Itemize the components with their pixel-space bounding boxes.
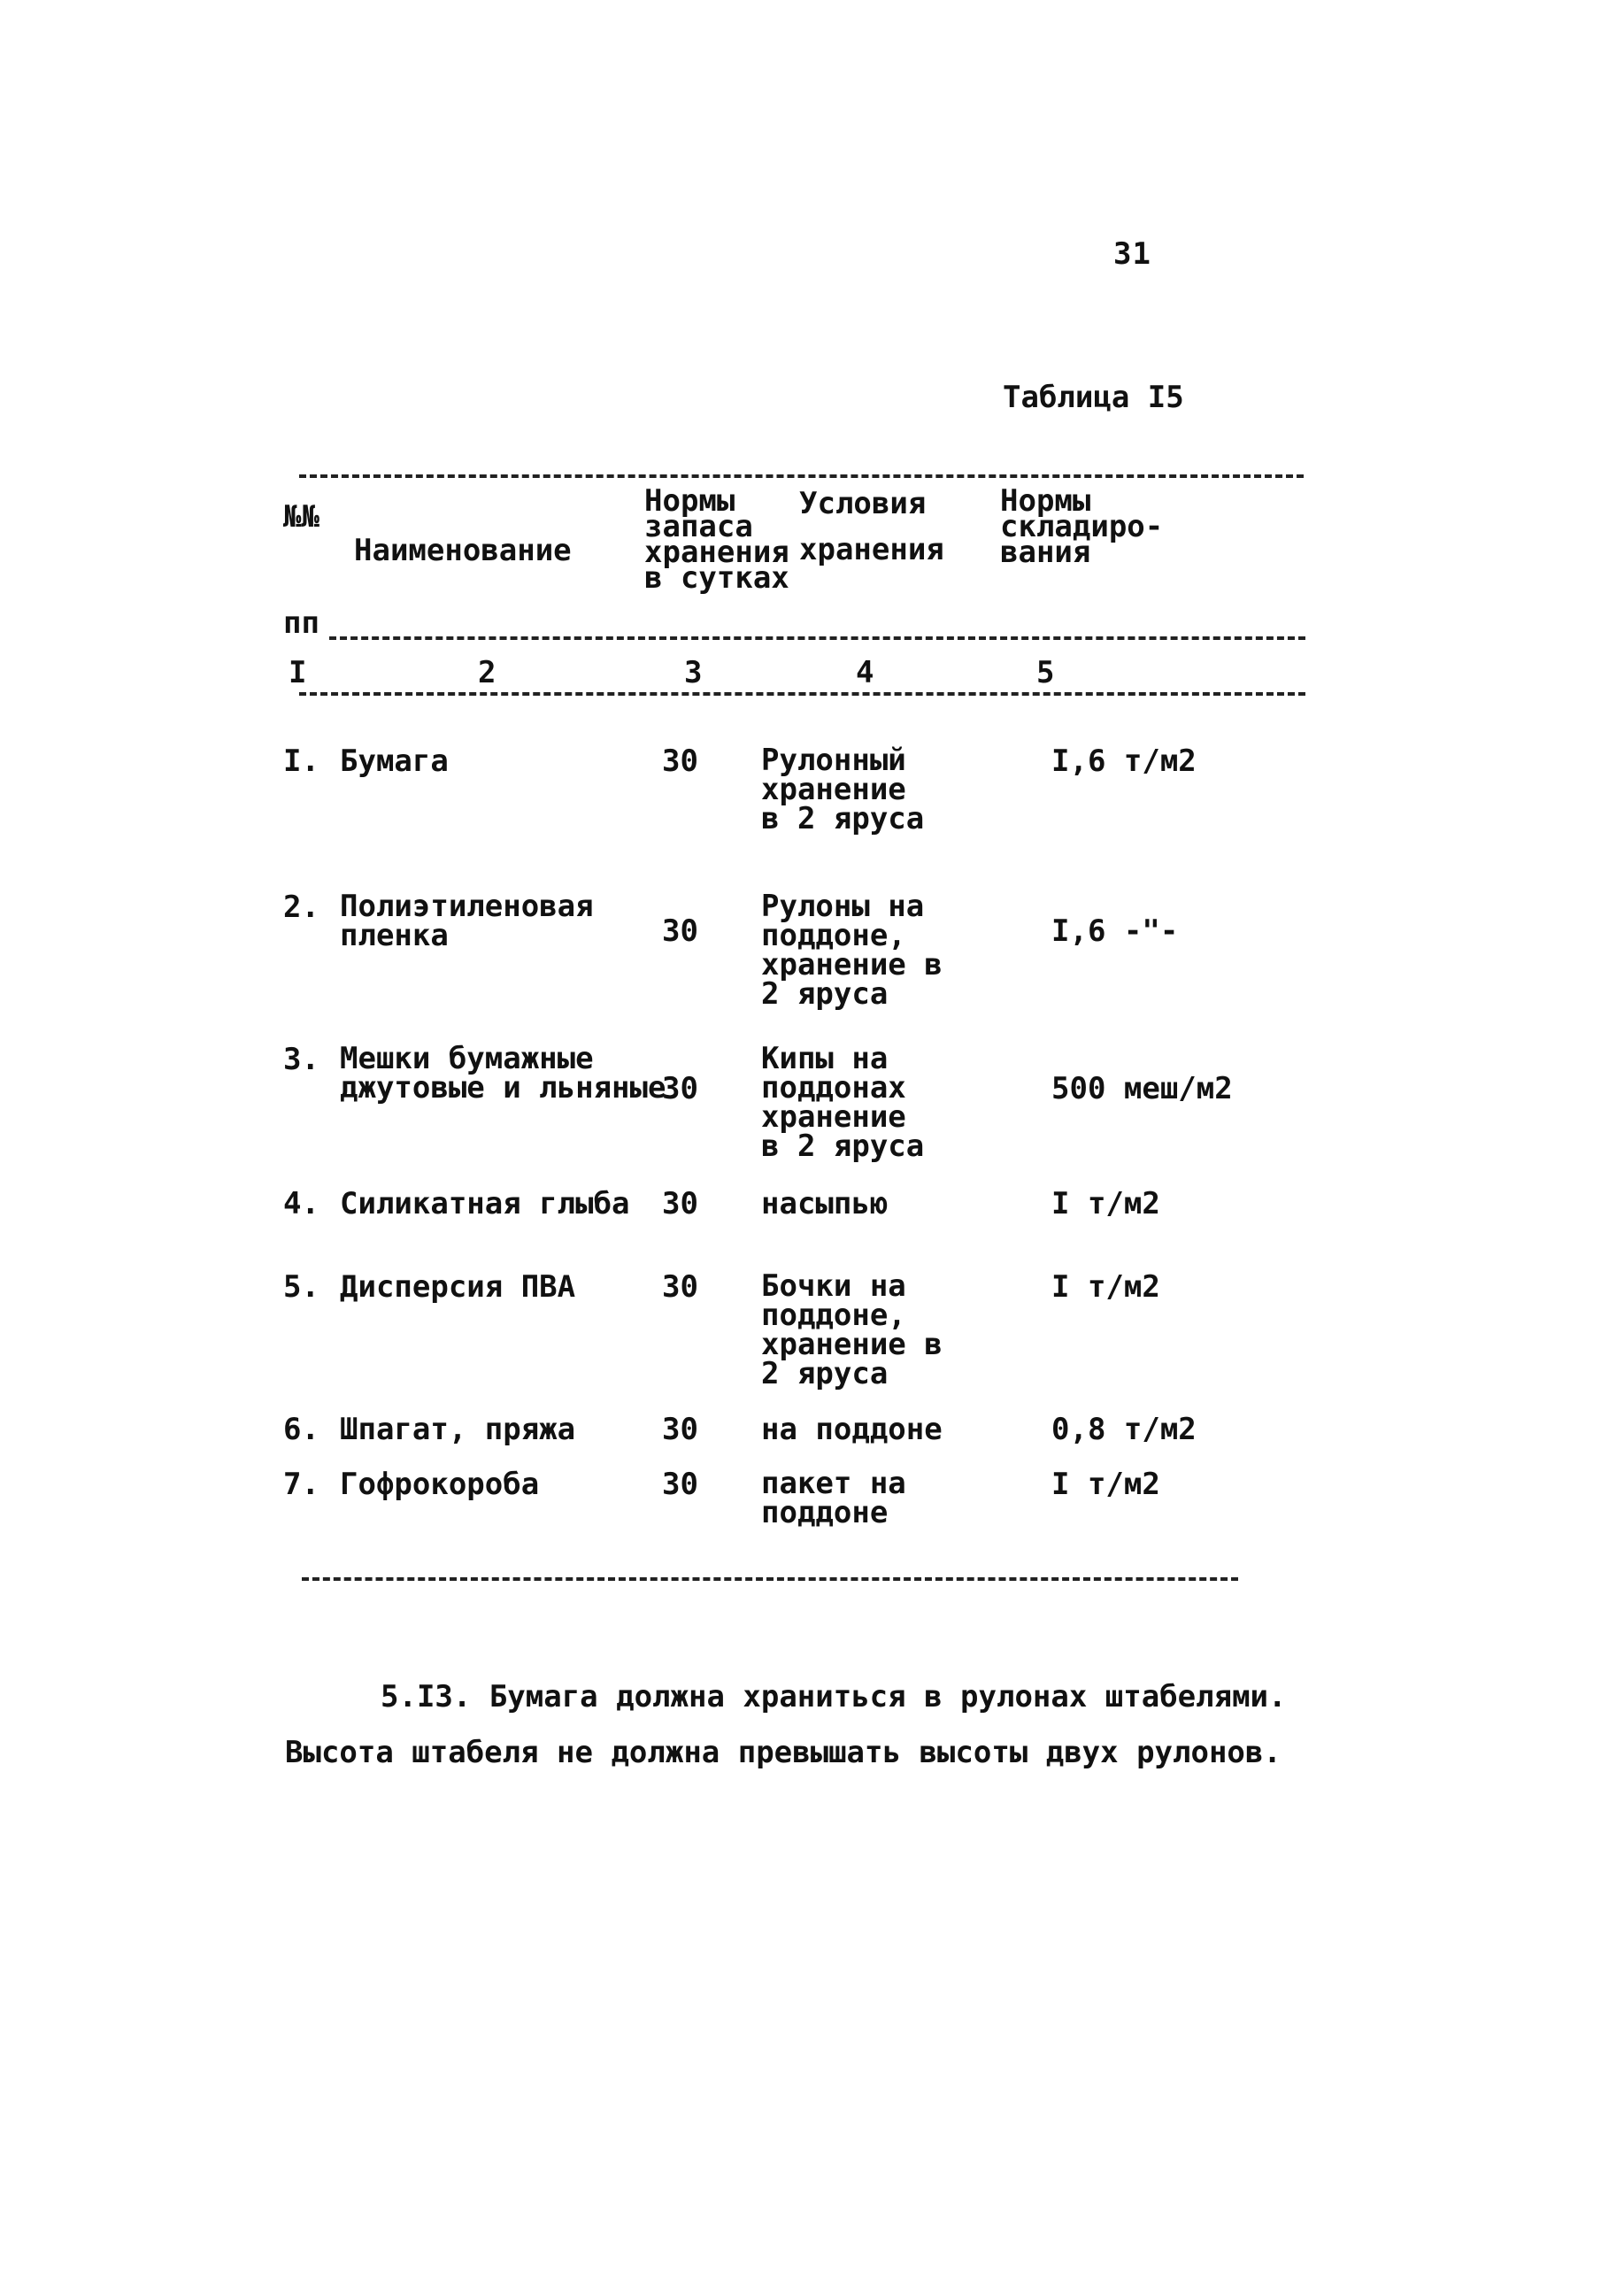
name-line: пленка — [340, 918, 449, 953]
condition-line: Рулонный — [761, 743, 906, 778]
condition-line: поддоне, — [761, 1298, 906, 1333]
condition-line: хранение в — [761, 947, 943, 982]
header-col1-top: №№ — [283, 499, 319, 535]
row-name: Бумага — [340, 744, 449, 779]
row-conditions — [761, 889, 943, 1012]
row-norm: I т/м2 — [1051, 1186, 1160, 1221]
condition-line: 2 яруса — [761, 976, 889, 1012]
header-col3-line: Нормы — [644, 483, 735, 519]
condition-line: 2 яруса — [761, 1356, 889, 1391]
row-days: 30 — [662, 744, 698, 779]
row-number: I. — [283, 744, 319, 779]
row-norm: 0,8 т/м2 — [1051, 1412, 1197, 1447]
header-bottom-rule — [329, 636, 1305, 640]
condition-line: Рулоны на — [761, 889, 925, 924]
condition-line: поддоне — [761, 1495, 889, 1530]
col-number-2: 2 — [478, 655, 496, 690]
table-top-rule — [299, 474, 1304, 478]
condition-line: Бочки на — [761, 1268, 906, 1304]
name-line: Мешки бумажные — [340, 1041, 594, 1076]
header-col5-line: складиро- — [1000, 509, 1164, 544]
condition-line: поддонах — [761, 1070, 906, 1106]
paragraph-line-2: Высота штабеля не должна превышать высоты двух рулонов. — [285, 1735, 1282, 1770]
condition-line: в 2 яруса — [761, 1129, 925, 1164]
row-conditions: насыпью — [761, 1186, 889, 1221]
header-col2: Наименование — [354, 533, 572, 568]
condition-line: Кипы на — [761, 1041, 889, 1076]
row-name: Дисперсия ПВА — [340, 1269, 576, 1305]
row-number: 6. — [283, 1412, 319, 1447]
header-col3-line: хранения — [644, 535, 789, 570]
header-col4-line1: Условия — [799, 486, 927, 521]
col-number-4: 4 — [856, 655, 874, 690]
condition-line: хранение в — [761, 1327, 943, 1362]
col-numbers-rule — [299, 692, 1305, 696]
condition-line: поддоне, — [761, 918, 906, 953]
row-name — [340, 889, 594, 953]
row-days: 30 — [662, 1467, 698, 1502]
row-norm: I,6 -"- — [1051, 913, 1179, 949]
row-number: 7. — [283, 1467, 319, 1502]
row-norm: 500 меш/м2 — [1051, 1071, 1233, 1106]
header-col4-line2: хранения — [799, 532, 944, 567]
name-line: джутовые и льняные — [340, 1070, 666, 1106]
col-number-1: I — [289, 655, 307, 690]
row-days: 30 — [662, 1412, 698, 1447]
row-name: Шпагат, пряжа — [340, 1412, 576, 1447]
row-conditions — [761, 743, 925, 836]
page-number: 31 — [1113, 236, 1151, 272]
col-number-5: 5 — [1036, 655, 1055, 690]
condition-line: в 2 яруса — [761, 801, 925, 836]
row-name: Силикатная глыба — [340, 1186, 630, 1221]
row-name: Гофрокороба — [340, 1467, 540, 1502]
paragraph-line-1: 5.I3. Бумага должна храниться в рулонах штабелями. — [381, 1679, 1287, 1714]
condition-line: пакет на — [761, 1466, 906, 1501]
row-norm: I т/м2 — [1051, 1269, 1160, 1305]
row-days: 30 — [662, 913, 698, 949]
row-conditions — [761, 1268, 943, 1391]
row-days: 30 — [662, 1186, 698, 1221]
row-norm: I т/м2 — [1051, 1467, 1160, 1502]
row-number: 2. — [283, 890, 319, 925]
header-col5 — [1000, 483, 1164, 570]
condition-line: хранение — [761, 1099, 906, 1135]
header-col5-line: Нормы — [1000, 483, 1091, 519]
table-bottom-rule — [302, 1577, 1238, 1581]
header-col3-line: запаса — [644, 509, 753, 544]
row-number: 4. — [283, 1186, 319, 1221]
header-col3 — [644, 483, 789, 596]
header-col3-line: в сутках — [644, 560, 789, 596]
row-number: 3. — [283, 1042, 319, 1077]
row-conditions — [761, 1466, 906, 1530]
row-norm: I,6 т/м2 — [1051, 744, 1197, 779]
col-number-3: 3 — [684, 655, 703, 690]
name-line: Полиэтиленовая — [340, 889, 594, 924]
row-number: 5. — [283, 1269, 319, 1305]
row-days: 30 — [662, 1071, 698, 1106]
row-conditions: на поддоне — [761, 1412, 943, 1447]
header-col1-bottom: пп — [283, 605, 319, 641]
table-title: Таблица I5 — [1003, 380, 1184, 415]
row-name — [340, 1041, 666, 1106]
row-days: 30 — [662, 1269, 698, 1305]
header-col5-line: вания — [1000, 535, 1091, 570]
condition-line: хранение — [761, 772, 906, 807]
row-conditions — [761, 1041, 925, 1164]
